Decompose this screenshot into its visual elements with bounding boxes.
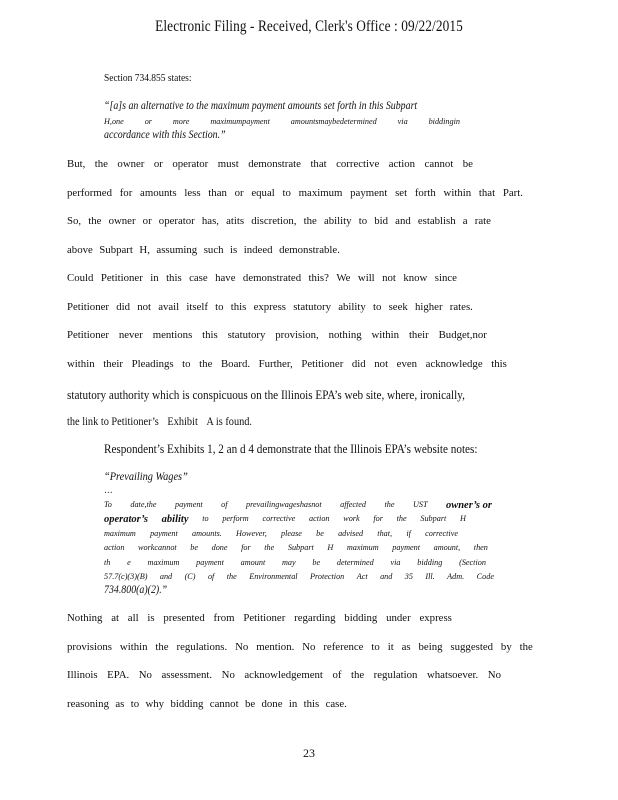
word: case. — [325, 698, 347, 710]
word: Subpart — [420, 514, 447, 523]
word: discretion, — [251, 215, 297, 227]
para1-line — [67, 329, 487, 341]
word: No — [221, 669, 235, 681]
word: higher — [414, 301, 443, 313]
word: if — [406, 529, 411, 538]
word: please — [280, 529, 302, 538]
word: and — [159, 572, 173, 581]
word: seek — [388, 301, 408, 313]
word: corrective — [425, 529, 458, 538]
word: regulation — [373, 669, 418, 681]
word: th — [104, 558, 111, 567]
word: owner — [108, 215, 136, 227]
para1-line — [67, 158, 473, 170]
para2-line — [67, 641, 533, 653]
word: not — [374, 358, 389, 370]
word: Protection — [310, 572, 345, 581]
word: in — [150, 272, 159, 284]
word: to — [371, 641, 380, 653]
word: avail — [158, 301, 180, 313]
word: such — [203, 244, 224, 256]
word: the — [350, 669, 365, 681]
word: acknowledgement — [244, 669, 323, 681]
respondent-line: Respondent’s Exhibits 1, 2 an d 4 demonstrate that the Illinois EPA’s website notes: — [104, 441, 478, 456]
word: for — [373, 514, 383, 523]
word: Nothing — [67, 612, 103, 624]
word: 57.7(c)(3)(B) — [104, 572, 148, 581]
word: done — [211, 543, 228, 552]
word: under — [386, 612, 411, 624]
word: H, — [139, 244, 150, 256]
word: payment — [392, 543, 421, 552]
word: operator’s — [104, 514, 148, 525]
word: maximum — [104, 529, 136, 538]
word: regulations. — [176, 641, 228, 653]
para1-line — [67, 358, 507, 370]
word: a — [462, 215, 468, 227]
word: cannot — [209, 698, 239, 710]
quote1-line1: “[a]s an alternative to the maximum payment amounts set forth in this Subpart — [104, 100, 418, 112]
word: To — [104, 500, 112, 509]
word: be — [316, 529, 324, 538]
word: Adm. — [447, 572, 465, 581]
filing-header: Electronic Filing - Received, Clerk's Office : 09/22/2015 — [155, 18, 463, 35]
para1-line — [67, 272, 457, 284]
word: performed — [67, 187, 112, 199]
para2-line — [67, 698, 347, 710]
word: But, — [67, 158, 86, 170]
word: action — [388, 158, 416, 170]
quote2-line — [104, 514, 466, 525]
para2-line — [67, 612, 452, 624]
section-intro: Section 734.855 states: — [104, 72, 192, 84]
word: the — [94, 158, 108, 170]
word: the — [88, 215, 102, 227]
word: this — [230, 301, 247, 313]
word: (Section — [459, 558, 486, 567]
word: within — [443, 187, 472, 199]
word: never — [118, 329, 143, 341]
word: date,the — [130, 500, 157, 509]
word: No — [235, 641, 249, 653]
word: may — [282, 558, 296, 567]
word: amounts. — [192, 529, 222, 538]
word: is — [147, 612, 155, 624]
word: or — [142, 215, 152, 227]
word: did — [351, 358, 366, 370]
word: than — [208, 187, 227, 199]
word: be — [244, 698, 256, 710]
word: as — [115, 698, 125, 710]
word: Petitioner — [301, 358, 344, 370]
word: Ill. — [425, 572, 435, 581]
word: cannot — [424, 158, 454, 170]
word: prevailingwageshasnot — [246, 500, 322, 509]
word: the — [303, 215, 317, 227]
word: at — [111, 612, 119, 624]
word: this — [491, 358, 507, 370]
para1-line — [67, 187, 523, 199]
word: corrective — [336, 158, 380, 170]
word: assessment. — [161, 669, 213, 681]
word: the — [519, 641, 533, 653]
link-line: the link to Petitioner’s Exhibit A is found. — [67, 414, 253, 428]
word: to — [215, 301, 224, 313]
word: amounts — [140, 187, 177, 199]
word: 35 — [404, 572, 413, 581]
quote2-end: 734.800(a)(2).” — [104, 584, 168, 596]
word: rates. — [449, 301, 473, 313]
word: operator — [172, 158, 209, 170]
word: and — [395, 215, 411, 227]
word: Illinois — [67, 669, 98, 681]
word: statutory — [227, 329, 266, 341]
word: Environmental — [249, 572, 298, 581]
word: mentions — [152, 329, 193, 341]
word: have — [215, 272, 236, 284]
word: to — [282, 187, 291, 199]
word: However, — [236, 529, 267, 538]
word: the — [384, 500, 395, 509]
word: payment — [174, 500, 203, 509]
word: Subpart — [287, 543, 314, 552]
word: in — [288, 698, 298, 710]
word: payment — [350, 187, 388, 199]
word: to — [130, 698, 140, 710]
word: not — [137, 301, 151, 313]
para1-line — [67, 301, 473, 313]
word: payment — [150, 529, 178, 538]
word: or — [234, 187, 244, 199]
word: rate — [474, 215, 491, 227]
word: bidding — [344, 612, 378, 624]
word: advised — [338, 529, 364, 538]
word: the — [396, 514, 407, 523]
word: to — [358, 215, 368, 227]
word: less — [184, 187, 201, 199]
word: to — [202, 514, 209, 523]
word: all — [127, 612, 139, 624]
word: maximum — [298, 187, 343, 199]
word: amount — [240, 558, 266, 567]
word: this — [303, 698, 320, 710]
word: Act — [356, 572, 368, 581]
word: owner’s or — [445, 500, 492, 511]
word: then — [473, 543, 488, 552]
word: Budget,nor — [438, 329, 487, 341]
word: nothing — [328, 329, 362, 341]
word: indeed — [243, 244, 273, 256]
word: the — [199, 358, 213, 370]
word: to — [182, 358, 191, 370]
word: We — [336, 272, 351, 284]
word: not — [382, 272, 396, 284]
word: owner — [117, 158, 145, 170]
quote2-line — [104, 543, 488, 552]
word: demonstrate — [248, 158, 301, 170]
word: why — [145, 698, 165, 710]
page-number: 23 — [303, 746, 315, 760]
word: that, — [377, 529, 393, 538]
word: being — [418, 641, 443, 653]
word: demonstrable. — [279, 244, 340, 256]
word: So, — [67, 215, 82, 227]
word: Petitioner — [67, 329, 109, 341]
word: it — [387, 641, 394, 653]
word: Petitioner — [67, 301, 109, 313]
word: ability — [338, 301, 366, 313]
word: provision, — [275, 329, 319, 341]
word: be — [462, 158, 473, 170]
word: atits — [226, 215, 245, 227]
word: UST — [412, 500, 428, 509]
word: done — [261, 698, 283, 710]
word: that — [478, 187, 496, 199]
word: suggested — [450, 641, 494, 653]
word: perform — [222, 514, 249, 523]
word: (C) — [184, 572, 196, 581]
word: must — [217, 158, 239, 170]
word: via — [390, 558, 401, 567]
ellipsis: … — [104, 485, 113, 496]
word: establish — [417, 215, 456, 227]
para2-line — [67, 669, 501, 681]
word: ability — [323, 215, 352, 227]
word: this — [166, 272, 182, 284]
word: payment — [196, 558, 224, 567]
word: Petitioner — [100, 272, 143, 284]
word: bidding — [170, 698, 204, 710]
statutory-line: statutory authority which is conspicuous on the Illinois EPA’s web site, where, ironically, — [67, 387, 465, 402]
word: of — [207, 572, 215, 581]
word: know — [403, 272, 428, 284]
word: for — [241, 543, 251, 552]
word: and — [380, 572, 393, 581]
word: Board. — [220, 358, 251, 370]
word: that — [310, 158, 327, 170]
word: Could — [67, 272, 94, 284]
word: action — [104, 543, 125, 552]
word: for — [119, 187, 133, 199]
word: did — [116, 301, 130, 313]
quote2-line — [104, 558, 486, 567]
word: acknowledge — [425, 358, 483, 370]
word: or — [153, 158, 163, 170]
word: No — [487, 669, 501, 681]
word: action — [309, 514, 330, 523]
word: demonstrated — [242, 272, 302, 284]
word: has, — [201, 215, 219, 227]
word: Code — [476, 572, 494, 581]
quote2-line — [104, 529, 458, 538]
word: be — [190, 543, 199, 552]
word: within — [371, 329, 400, 341]
word: within — [67, 358, 95, 370]
word: from — [213, 612, 235, 624]
word: is — [230, 244, 238, 256]
word: amount, — [433, 543, 461, 552]
word: affected — [340, 500, 367, 509]
word: e — [127, 558, 131, 567]
word: Pleadings — [131, 358, 174, 370]
word: reference — [323, 641, 364, 653]
word: determined — [336, 558, 374, 567]
word: within — [119, 641, 148, 653]
word: H — [460, 514, 466, 523]
word: Further, — [258, 358, 293, 370]
word: Petitioner — [243, 612, 286, 624]
word: the — [226, 572, 237, 581]
para1-line — [67, 244, 340, 256]
word: their — [103, 358, 123, 370]
word: whatsoever. — [426, 669, 479, 681]
quote2-line — [104, 500, 492, 511]
word: forth — [414, 187, 436, 199]
word: mention. — [256, 641, 295, 653]
word: express — [419, 612, 452, 624]
word: maximum — [346, 543, 379, 552]
word: itself — [186, 301, 208, 313]
word: reasoning — [67, 698, 109, 710]
quote2-line — [104, 572, 494, 581]
word: equal — [251, 187, 275, 199]
word: regarding — [294, 612, 336, 624]
word: No — [138, 669, 152, 681]
word: this? — [308, 272, 329, 284]
word: Subpart — [99, 244, 133, 256]
word: statutory — [293, 301, 331, 313]
word: assuming — [156, 244, 198, 256]
word: ability — [161, 514, 189, 525]
quote1-line2: H,one or more maximumpayment amountsmaybedetermined via biddingin — [104, 117, 460, 126]
word: to — [372, 301, 382, 313]
word: bidding — [417, 558, 443, 567]
word: above — [67, 244, 93, 256]
word: since — [434, 272, 457, 284]
word: of — [332, 669, 342, 681]
word: the — [155, 641, 169, 653]
word: case — [189, 272, 208, 284]
word: operator — [158, 215, 195, 227]
word: EPA. — [107, 669, 130, 681]
word: H — [327, 543, 334, 552]
word: even — [396, 358, 418, 370]
word: their — [408, 329, 429, 341]
word: maximum — [147, 558, 180, 567]
word: presented — [163, 612, 205, 624]
word: be — [312, 558, 321, 567]
word: set — [395, 187, 408, 199]
word: work — [343, 514, 360, 523]
word: No — [302, 641, 316, 653]
quote1-line3: accordance with this Section.” — [104, 129, 226, 141]
word: the — [264, 543, 275, 552]
word: will — [357, 272, 375, 284]
para1-line — [67, 215, 491, 227]
word: as — [401, 641, 411, 653]
word: corrective — [262, 514, 296, 523]
word: Part. — [502, 187, 523, 199]
word: by — [500, 641, 512, 653]
word: bid — [374, 215, 389, 227]
word: workcannot — [138, 543, 177, 552]
prevailing-title: “Prevailing Wages” — [104, 469, 188, 483]
word: of — [221, 500, 228, 509]
word: this — [202, 329, 218, 341]
word: express — [253, 301, 286, 313]
word: provisions — [67, 641, 112, 653]
